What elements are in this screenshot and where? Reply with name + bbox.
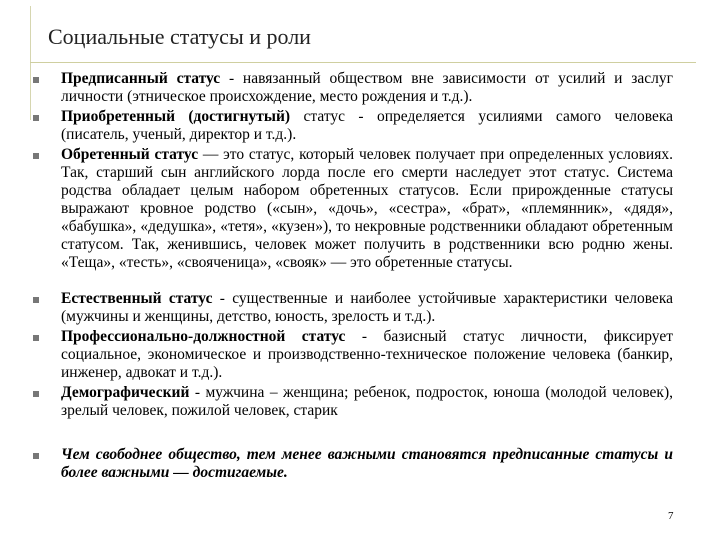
bullet-text [61, 108, 673, 144]
bullet-text [61, 328, 673, 382]
conclusion-note: Чем свободнее общество, тем менее важными становятся предписанные статусы и более важными — достигаемые. [61, 446, 673, 481]
square-bullet-icon [33, 335, 39, 341]
bullet-term: Предписанный статус [61, 70, 221, 87]
page-number: 7 [668, 510, 674, 522]
bullet-term: Профессионально-должностной статус [61, 328, 346, 345]
bullet-text [61, 384, 673, 420]
slide-title: Социальные статусы и роли [48, 24, 311, 49]
bullet-description: - навязанный обществом вне зависимости от усилий и заслуг личности (этническое происхождение, место рождения и т.д.). [61, 70, 673, 105]
square-bullet-icon [33, 153, 39, 159]
title-underline-rule [30, 62, 696, 63]
bullet-text [61, 146, 673, 272]
decorative-vertical-rule [30, 6, 31, 120]
bullet-description: - существенные и наиболее устойчивые характеристики человека (мужчины и женщины, детство, юность, зрелость и т.д.). [61, 290, 673, 325]
bullet-term: Обретенный статус [61, 146, 199, 163]
square-bullet-icon [33, 297, 39, 303]
square-bullet-icon [33, 115, 39, 121]
bullet-description: — это статус, который человек получает при определенных условиях. Так, старший сын английского лорда после его смерти наследует этот статус. Система родства обладает целым набором обретенных статусов. Если прирожденные статусы выражают кровное родство («сын», «дочь», «сестра», «брат», «племянник», «дядя», «бабушка», «дедушка», «тетя», «кузен»), то некровные родственники обладают обретенным статусом. Так, женившись, человек может получить в родственники всю родню жены. «Теща», «тесть», «свояченица», «свояк» — это обретенные статусы. [61, 146, 673, 271]
bullet-text [61, 70, 673, 106]
bullet-description: - мужчина – женщина; ребенок, подросток, юноша (молодой человек), зрелый человек, пожилой человек, старик [61, 384, 673, 419]
bullet-description: - базисный статус личности, фиксирует социальное, экономическое и производственно-техническое положение человека (банкир, инженер, адвокат и т.д.). [61, 328, 673, 381]
square-bullet-icon [33, 453, 39, 459]
bullet-term: Приобретенный (достигнутый) [61, 108, 291, 125]
square-bullet-icon [33, 391, 39, 397]
bullet-text [61, 290, 673, 326]
bullet-term: Естественный статус [61, 290, 213, 307]
bullet-term: Демографический [61, 384, 190, 401]
bullet-description: статус - определяется усилиями самого человека (писатель, ученый, директор и т.д.). [61, 108, 673, 143]
square-bullet-icon [33, 77, 39, 83]
